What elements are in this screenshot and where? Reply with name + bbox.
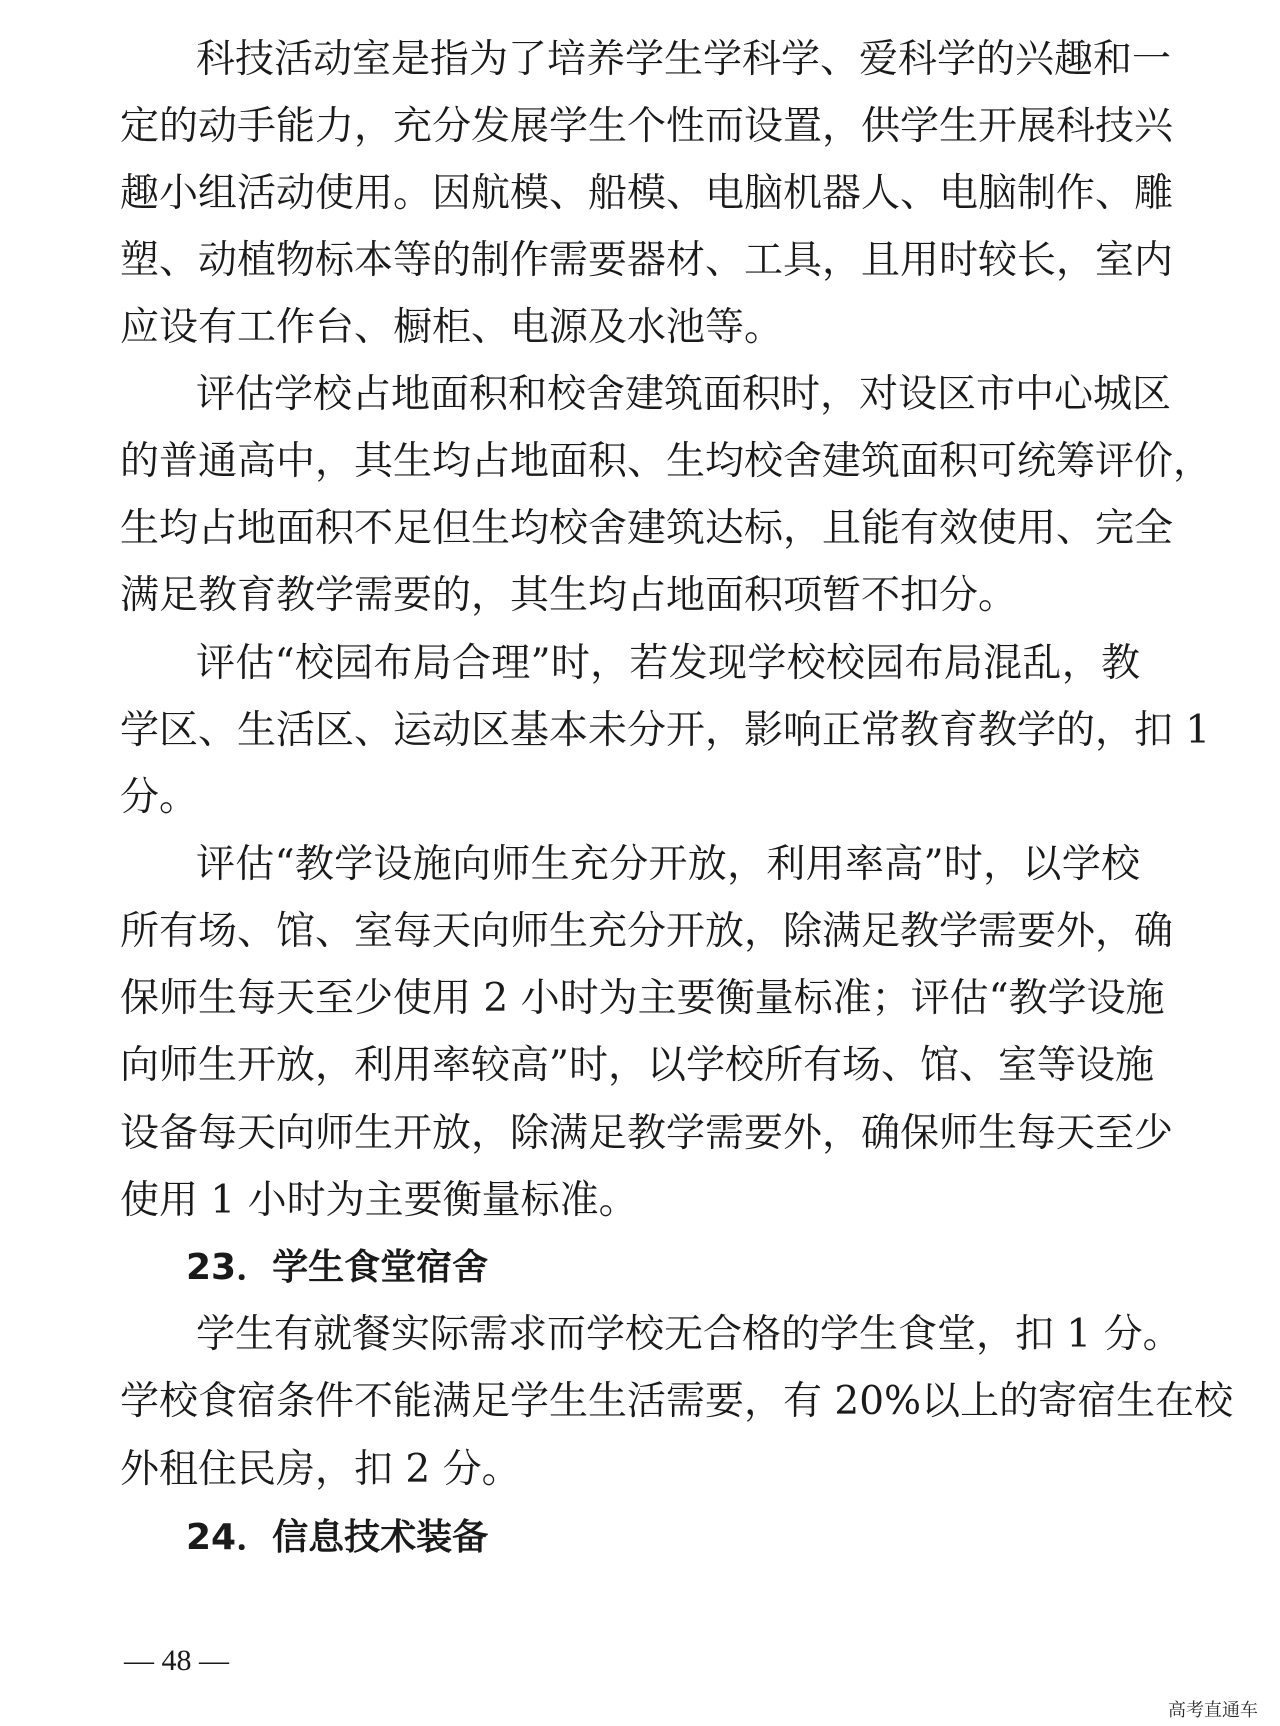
paragraph-line: 趣小组活动使用。因航模、船模、电脑机器人、电脑制作、雕 [120, 171, 1174, 216]
paragraph-line: 保师生每天至少使用 2 小时为主要衡量标准；评估“教学设施 [120, 976, 1165, 1021]
paragraph-line: 分。 [120, 775, 199, 820]
paragraph-line: 设备每天向师生开放，除满足教学需要外，确保师生每天至少 [120, 1111, 1174, 1156]
paragraph-line: 所有场、馆、室每天向师生充分开放，除满足教学需要外，确 [120, 909, 1174, 954]
watermark-text: 高考直通车 [1168, 1700, 1258, 1721]
paragraph-line: 定的动手能力，充分发展学生个性而设置，供学生开展科技兴 [120, 104, 1174, 149]
paragraph-line: 使用 1 小时为主要衡量标准。 [120, 1178, 638, 1223]
paragraph-line: 学区、生活区、运动区基本未分开，影响正常教育教学的，扣 1 [120, 708, 1211, 753]
paragraph-line: 塑、动植物标本等的制作需要器材、工具，且用时较长，室内 [120, 238, 1174, 283]
paragraph-line: 生均占地面积不足但生均校舍建筑达标，且能有效使用、完全 [120, 506, 1174, 551]
paragraph-line: 学校食宿条件不能满足学生生活需要，有 20%以上的寄宿生在校 [120, 1379, 1234, 1424]
page-number: — 48 — [124, 1644, 229, 1677]
paragraph-line: 科技活动室是指为了培养学生学科学、爱科学的兴趣和一 [196, 37, 1172, 82]
paragraph-line: 学生有就餐实际需求而学校无合格的学生食堂，扣 1 分。 [196, 1312, 1182, 1357]
section-heading: 24．信息技术装备 [186, 1517, 489, 1558]
paragraph-line: 评估“校园布局合理”时，若发现学校校园布局混乱，教 [196, 641, 1140, 686]
paragraph-line: 评估“教学设施向师生充分开放，利用率高”时，以学校 [196, 842, 1140, 887]
section-heading: 23．学生食堂宿舍 [186, 1247, 489, 1288]
paragraph-line: 满足教育教学需要的，其生均占地面积项暂不扣分。 [120, 573, 1018, 618]
paragraph-line: 外租住民房，扣 2 分。 [120, 1447, 521, 1492]
paragraph-line: 向师生开放，利用率较高”时，以学校所有场、馆、室等设施 [120, 1043, 1154, 1088]
paragraph-line: 应设有工作台、橱柜、电源及水池等。 [120, 305, 784, 350]
paragraph-line: 的普通高中，其生均占地面积、生均校舍建筑面积可统筹评价， [120, 439, 1213, 484]
paragraph-line: 评估学校占地面积和校舍建筑面积时，对设区市中心城区 [196, 372, 1172, 417]
